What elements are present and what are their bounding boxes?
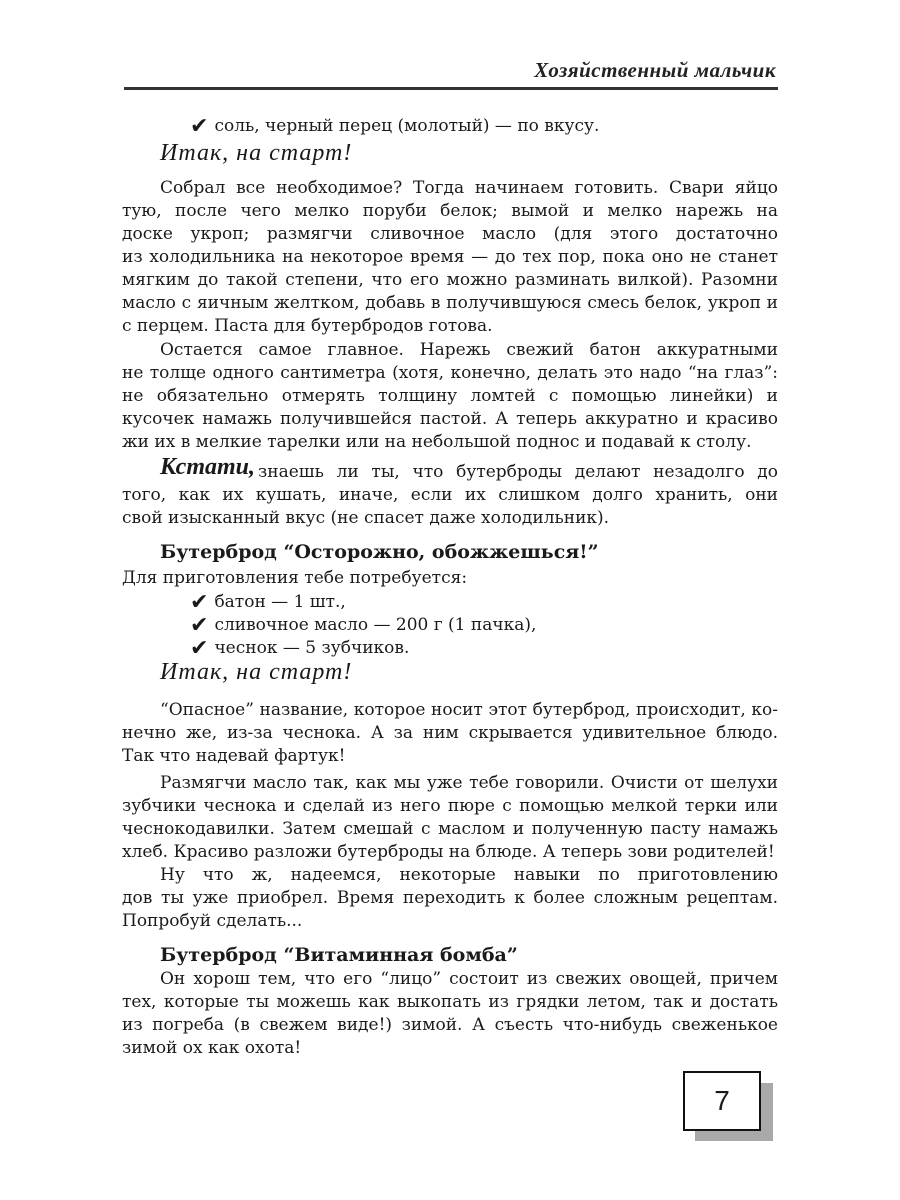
paragraph-line: не толще одного сантиметра (хотя, конечно, делать это надо “на глаз”: bbox=[122, 363, 778, 383]
paragraph-line: жи их в мелкие тарелки или на небольшой поднос и подавай к столу. bbox=[122, 432, 752, 452]
ingredients-intro: Для приготовления тебе потребуется: bbox=[122, 568, 468, 588]
paragraph-line: не обязательно отмерять толщину ломтей с помощью линейки) и bbox=[122, 386, 778, 406]
start-heading: Итак, на старт! bbox=[160, 140, 353, 166]
paragraph-line: Собрал все необходимое? Тогда начинаем готовить. Свари яйцо bbox=[160, 178, 778, 198]
paragraph-line: Он хорош тем, что его “лицо” состоит из свежих овощей, причем bbox=[160, 969, 778, 989]
paragraph-line: Попробуй сделать... bbox=[122, 911, 303, 931]
paragraph-line: доске укроп; размягчи сливочное масло (для этого достаточно bbox=[122, 224, 778, 244]
paragraph-line: Остается самое главное. Нарежь свежий батон аккуратными bbox=[160, 340, 778, 360]
running-header-title: Хозяйственный мальчик bbox=[534, 58, 776, 82]
header-rule bbox=[124, 87, 778, 90]
paragraph-line: Размягчи масло так, как мы уже тебе говорили. Очисти от шелухи bbox=[160, 773, 778, 793]
paragraph-line: из холодильника на некоторое время — до тех пор, пока оно не станет bbox=[122, 247, 778, 267]
paragraph-line: с перцем. Паста для бутербродов готова. bbox=[122, 316, 493, 336]
kstati-label: Кстати, bbox=[160, 454, 256, 480]
ingredient-item: ✔ соль, черный перец (молотый) — по вкусу. bbox=[190, 114, 599, 137]
paragraph-line: знаешь ли ты, что бутерброды делают незадолго до bbox=[258, 462, 778, 482]
paragraph-line: тую, после чего мелко поруби белок; вымой и мелко нарежь на bbox=[122, 201, 778, 221]
paragraph-line: кусочек намажь получившейся пастой. А теперь аккуратно и красиво bbox=[122, 409, 778, 429]
start-heading: Итак, на старт! bbox=[160, 659, 353, 685]
paragraph-line: масло с яичным желтком, добавь в получившуюся смесь белок, укроп и bbox=[122, 293, 778, 313]
paragraph-line: зубчики чеснока и сделай из него пюре с помощью мелкой терки или bbox=[122, 796, 778, 816]
ingredient-item: ✔ сливочное масло — 200 г (1 пачка), bbox=[190, 613, 536, 636]
paragraph-line: “Опасное” название, которое носит этот бутерброд, происходит, ко- bbox=[160, 700, 778, 720]
paragraph-line: Ну что ж, надеемся, некоторые навыки по приготовлению bbox=[160, 865, 778, 885]
paragraph-line: из погреба (в свежем виде!) зимой. А съесть что-нибудь свеженькое bbox=[122, 1015, 778, 1035]
paragraph-line: дов ты уже приобрел. Время переходить к более сложным рецептам. bbox=[122, 888, 778, 908]
paragraph-line: нечно же, из-за чеснока. А за ним скрывается удивительное блюдо. bbox=[122, 723, 778, 743]
paragraph-line: Так что надевай фартук! bbox=[122, 746, 346, 766]
paragraph-line: мягким до такой степени, что его можно разминать вилкой). Разомни bbox=[122, 270, 778, 290]
ingredient-item: ✔ чеснок — 5 зубчиков. bbox=[190, 636, 409, 659]
ingredient-item: ✔ батон — 1 шт., bbox=[190, 590, 346, 613]
recipe-title: Бутерброд “Витаминная бомба” bbox=[160, 944, 518, 966]
page-number: 7 bbox=[683, 1071, 761, 1131]
paragraph-line: того, как их кушать, иначе, если их слишком долго хранить, они bbox=[122, 485, 778, 505]
paragraph-line: чеснокодавилки. Затем смешай с маслом и полученную пасту намажь bbox=[122, 819, 778, 839]
recipe-title: Бутерброд “Осторожно, обожжешься!” bbox=[160, 541, 599, 563]
paragraph-line: тех, которые ты можешь как выкопать из грядки летом, так и достать bbox=[122, 992, 778, 1012]
paragraph-line: хлеб. Красиво разложи бутерброды на блюде. А теперь зови родителей! bbox=[122, 842, 775, 862]
paragraph-line: зимой ох как охота! bbox=[122, 1038, 302, 1058]
paragraph-line: свой изысканный вкус (не спасет даже холодильник). bbox=[122, 508, 610, 528]
